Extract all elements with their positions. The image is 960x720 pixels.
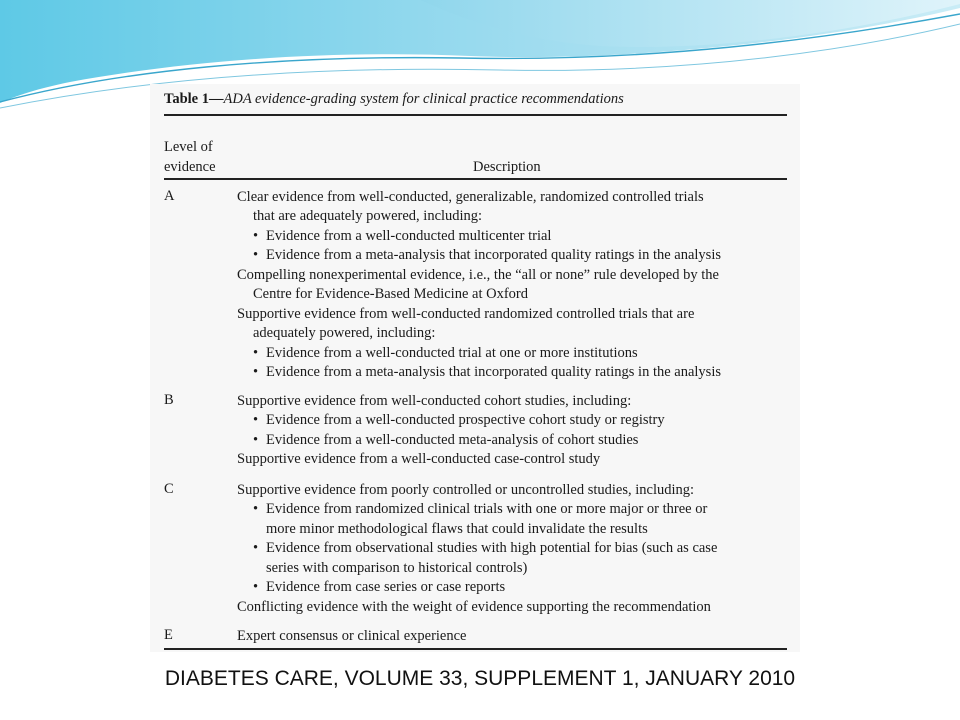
description-line — [237, 627, 467, 646]
description-text: Supportive evidence from poorly controlled or uncontrolled studies, including: — [237, 482, 695, 498]
description-text: adequately powered, including: — [253, 325, 436, 341]
description-line — [237, 598, 711, 617]
description-line — [237, 450, 600, 469]
bullet-item — [253, 344, 638, 363]
description-text: Evidence from a well-conducted trial at one or more institutions — [266, 345, 638, 361]
bullet-icon: • — [253, 540, 259, 556]
description-text: Supportive evidence from well-conducted randomized controlled trials that are — [237, 306, 695, 322]
bullet-item — [253, 246, 721, 265]
description-text: Evidence from a well-conducted prospective cohort study or registry — [266, 412, 665, 428]
evidence-grade-b: B — [164, 392, 174, 408]
description-text: Evidence from randomized clinical trials with one or more major or three or — [266, 501, 708, 517]
description-text: more minor methodological flaws that could invalidate the results — [266, 521, 648, 537]
table-top-rule — [164, 114, 787, 116]
bullet-item — [253, 539, 717, 558]
description-text: Evidence from a well-conducted meta-analysis of cohort studies — [266, 432, 639, 448]
evidence-grade-c: C — [164, 481, 174, 497]
description-text: Compelling nonexperimental evidence, i.e., the “all or none” rule developed by the — [237, 267, 719, 283]
description-text: Supportive evidence from well-conducted cohort studies, including: — [237, 393, 632, 409]
bullet-item — [253, 431, 638, 450]
description-line — [266, 520, 648, 539]
bullet-item — [253, 227, 551, 246]
bullet-item — [253, 411, 665, 430]
bullet-item — [253, 500, 707, 519]
bullet-icon: • — [253, 501, 259, 517]
description-text: series with comparison to historical controls) — [266, 560, 528, 576]
description-line — [253, 207, 482, 226]
evidence-grade-e: E — [164, 627, 173, 643]
citation-footer: DIABETES CARE, VOLUME 33, SUPPLEMENT 1, JANUARY 2010 — [164, 667, 796, 690]
description-text: Expert consensus or clinical experience — [237, 628, 467, 644]
description-line — [237, 266, 719, 285]
description-text: Centre for Evidence-Based Medicine at Oxford — [253, 286, 528, 302]
bullet-icon: • — [253, 228, 259, 244]
description-text: Evidence from observational studies with high potential for bias (such as case — [266, 540, 718, 556]
table-bottom-rule — [164, 648, 787, 650]
bullet-icon: • — [253, 579, 259, 595]
description-text: Evidence from a meta-analysis that incorporated quality ratings in the analysis — [266, 364, 721, 380]
bullet-icon: • — [253, 412, 259, 428]
description-text: Evidence from a well-conducted multicenter trial — [266, 228, 552, 244]
description-line — [237, 188, 704, 207]
bullet-item — [253, 363, 721, 382]
description-text: Supportive evidence from a well-conducted case-control study — [237, 451, 601, 467]
description-line — [253, 324, 435, 343]
description-text: Conflicting evidence with the weight of evidence supporting the recommendation — [237, 599, 711, 615]
description-text: that are adequately powered, including: — [253, 208, 483, 224]
bullet-item — [253, 578, 505, 597]
bullet-icon: • — [253, 345, 259, 361]
description-text: Evidence from a meta-analysis that incorporated quality ratings in the analysis — [266, 247, 721, 263]
description-text: Clear evidence from well-conducted, generalizable, randomized controlled trials — [237, 189, 704, 205]
description-line — [253, 285, 528, 304]
description-line — [237, 392, 631, 411]
evidence-grade-a: A — [164, 188, 175, 204]
bullet-icon: • — [253, 247, 259, 263]
table-title: Table 1—ADA evidence-grading system for clinical practice recommendations — [164, 91, 624, 107]
description-line — [266, 559, 527, 578]
description-text: Evidence from case series or case reports — [266, 579, 506, 595]
header-description: Description — [473, 159, 541, 175]
description-line — [237, 305, 694, 324]
bullet-icon: • — [253, 432, 259, 448]
description-line — [237, 481, 694, 500]
header-level-of-evidence: Level of evidence — [164, 139, 216, 175]
bullet-icon: • — [253, 364, 259, 380]
table-header-rule — [164, 178, 787, 180]
